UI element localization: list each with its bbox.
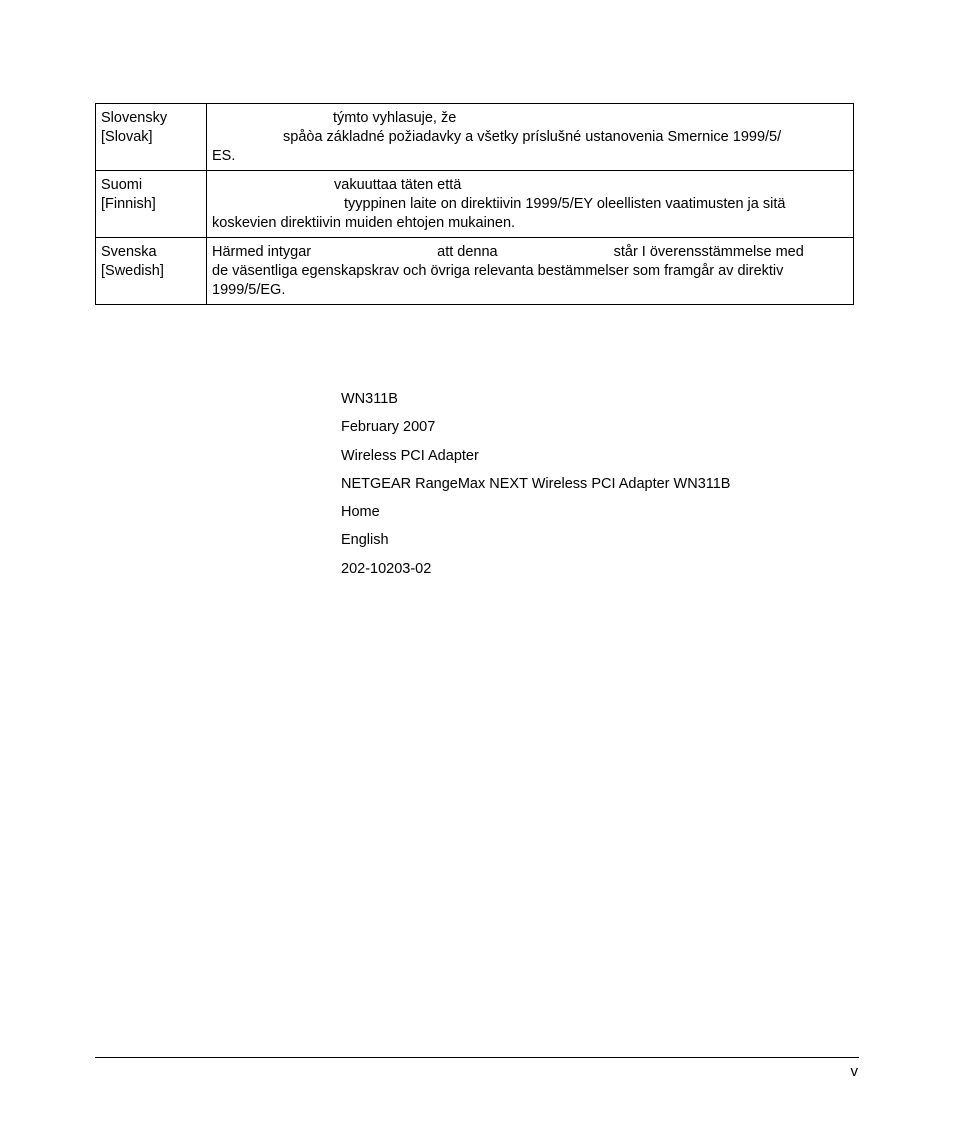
table-row [96, 104, 854, 171]
document-language: English [341, 532, 389, 549]
declaration-line: ES. [212, 148, 236, 164]
declaration-table [95, 103, 854, 305]
product-family: Wireless PCI Adapter [341, 447, 479, 464]
declaration-line: týmto vyhlasuje, že [333, 110, 457, 126]
footer-divider [95, 1057, 859, 1058]
declaration-line: tyyppinen laite on direktiivin 1999/5/EY oleellisten vaatimusten ja sitä [344, 196, 786, 212]
language-cell [96, 238, 207, 305]
declaration-line: de väsentliga egenskapskrav och övriga relevanta bestämmelser som framgår av direktiv [212, 263, 784, 279]
language-name-english: [Slovak] [101, 129, 153, 145]
language-cell [96, 171, 207, 238]
declaration-line: 1999/5/EG. [212, 282, 286, 298]
declaration-fragment: att denna [437, 244, 498, 260]
declaration-text-cell [207, 171, 854, 238]
language-name-english: [Finnish] [101, 196, 156, 212]
language-name: Svenska [101, 244, 157, 260]
publication-date: February 2007 [341, 419, 436, 436]
declaration-text-cell [207, 238, 854, 305]
declaration-text-cell [207, 104, 854, 171]
page-number: v [850, 1063, 858, 1080]
product-category: Home [341, 504, 380, 521]
publication-part-number: 202-10203-02 [341, 560, 432, 577]
table-row [96, 238, 854, 305]
declaration-fragment: står I överensstämmelse med [613, 244, 804, 260]
model-number: WN311B [341, 391, 398, 407]
language-name: Slovensky [101, 110, 168, 126]
language-name: Suomi [101, 177, 143, 193]
declaration-line: vakuuttaa täten että [334, 177, 462, 193]
document-info-list [341, 389, 730, 587]
declaration-line: spåòa základné požiadavky a všetky príslušné ustanovenia Smernice 1999/5/ [283, 129, 782, 145]
declaration-line: koskevien direktiivin muiden ehtojen mukainen. [212, 215, 516, 231]
language-cell [96, 104, 207, 171]
declaration-line [212, 243, 843, 262]
product-name: NETGEAR RangeMax NEXT Wireless PCI Adapter WN311B [341, 475, 731, 492]
table-row [96, 171, 854, 238]
declaration-fragment: Härmed intygar [212, 244, 312, 260]
language-name-english: [Swedish] [101, 263, 164, 279]
